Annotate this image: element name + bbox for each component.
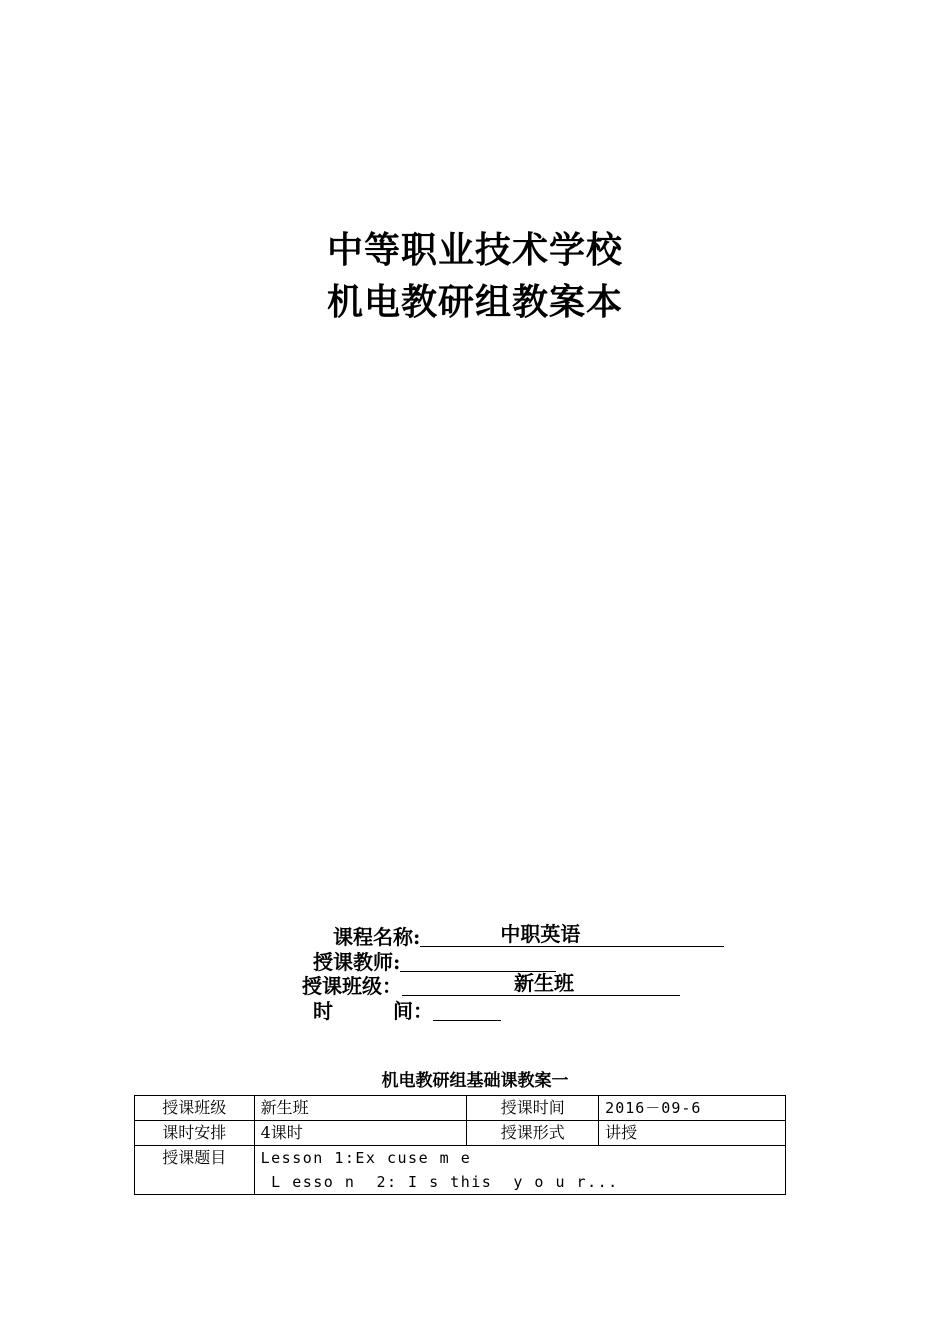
format-cell-label: 授课形式 — [467, 1121, 599, 1146]
class-underline — [402, 973, 680, 996]
topic-cell-value — [254, 1146, 785, 1195]
course-value: 中职英语 — [500, 922, 581, 946]
time-underline — [433, 998, 501, 1021]
time-field — [313, 998, 501, 1021]
teacher-field — [313, 949, 556, 972]
date-cell-value: 2016－09-6 — [599, 1096, 786, 1121]
teacher-underline — [400, 949, 556, 972]
course-field — [333, 924, 724, 947]
format-cell-value: 讲授 — [599, 1121, 786, 1146]
teacher-label: 授课教师: — [313, 950, 401, 974]
lesson-plan-table — [134, 1095, 786, 1195]
course-underline — [420, 924, 724, 947]
date-cell-label: 授课时间 — [467, 1096, 599, 1121]
class-cell-value: 新生班 — [254, 1096, 467, 1121]
course-label: 课程名称: — [333, 925, 421, 949]
class-value: 新生班 — [514, 971, 574, 995]
class-cell-label: 授课班级 — [135, 1096, 255, 1121]
class-label: 授课班级： — [302, 974, 402, 998]
topic-line-2: L esso n 2: I s this y o u r... — [260, 1173, 619, 1191]
topic-line-1: Lesson 1:Ex cuse m e — [260, 1149, 472, 1167]
time-label: 时 间： — [313, 999, 433, 1023]
table-row — [135, 1121, 786, 1146]
table-row — [135, 1146, 786, 1195]
cover-title-line1: 中等职业技术学校 — [326, 229, 623, 271]
hours-cell-label: 课时安排 — [135, 1121, 255, 1146]
cover-title-line2: 机电教研组教案本 — [326, 281, 623, 323]
class-field — [302, 973, 680, 996]
table-row — [135, 1096, 786, 1121]
plan-title: 机电教研组基础课教案一 — [381, 1071, 569, 1091]
topic-cell-label: 授课题目 — [135, 1146, 255, 1195]
hours-cell-value: 4课时 — [254, 1121, 467, 1146]
